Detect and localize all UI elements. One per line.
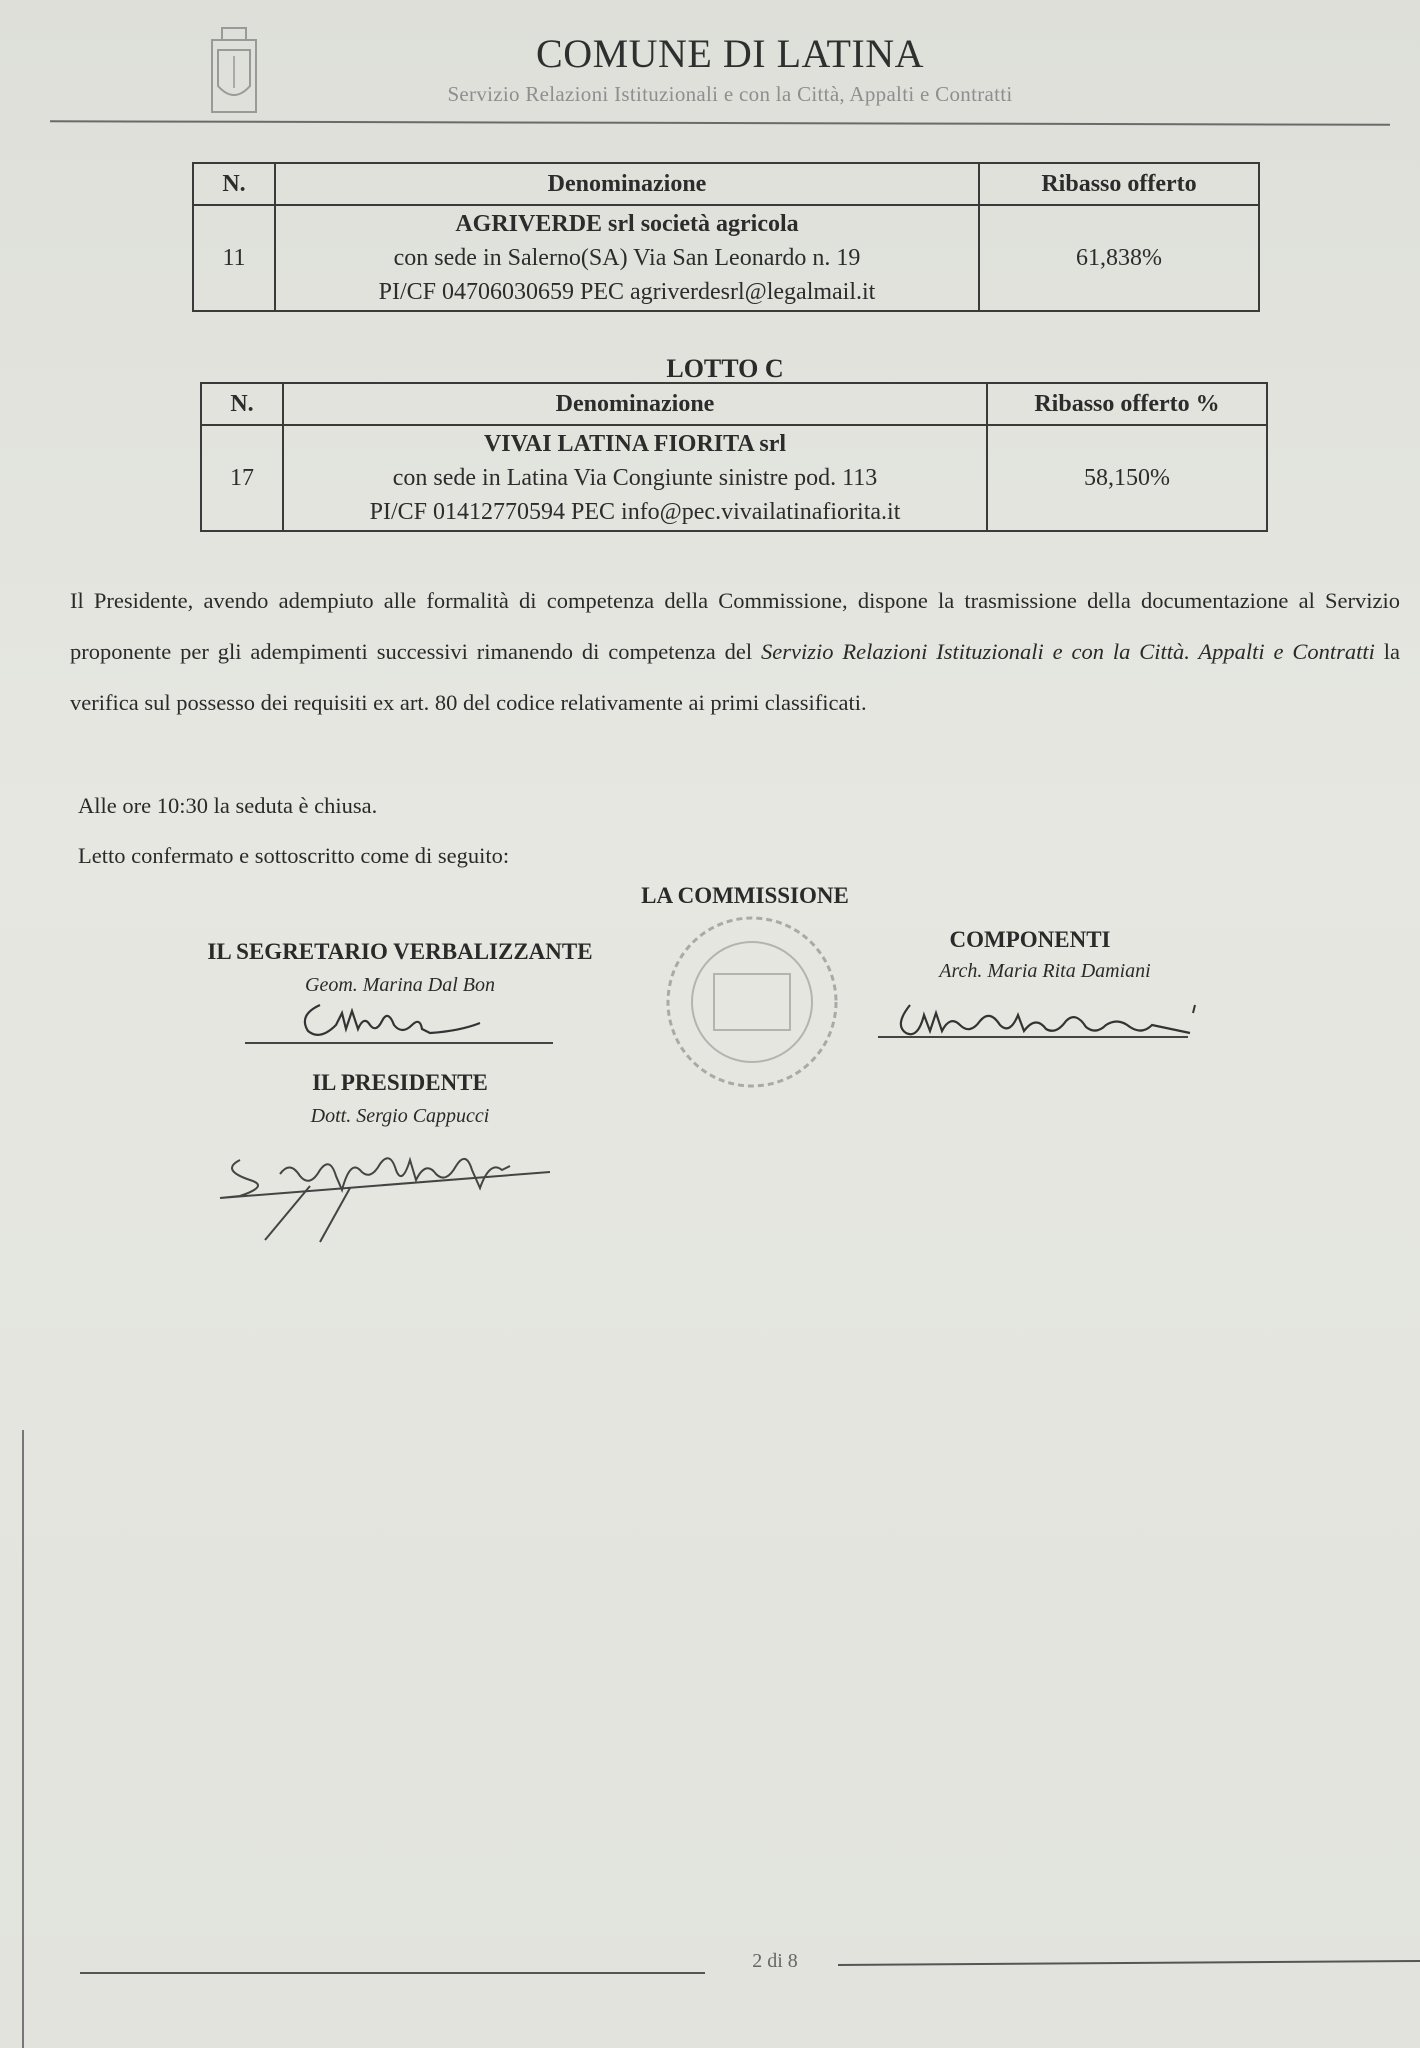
discount-value: 58,150% (987, 425, 1267, 531)
col-header-name: Denominazione (283, 383, 987, 425)
office-name-italic: Servizio Relazioni Istituzionali e con la Città. Appalti e Contratti (760, 639, 1375, 664)
col-header-number: N. (201, 383, 283, 425)
award-table-lot-c (200, 382, 1268, 532)
coat-of-arms-icon (208, 26, 260, 116)
secretary-name: Geom. Marina Dal Bon (305, 974, 495, 996)
company-cell (283, 425, 987, 531)
secretary-signature (290, 985, 490, 1045)
president-signature (210, 1130, 570, 1250)
col-header-name: Denominazione (275, 163, 979, 205)
table-row (201, 425, 1267, 531)
col-header-discount: Ribasso offerto (979, 163, 1259, 205)
margin-line (22, 1430, 24, 2048)
secretary-signature-line (245, 1042, 553, 1044)
company-cell (275, 205, 979, 311)
member-signature-line (878, 1036, 1188, 1038)
col-header-discount: Ribasso offerto % (987, 383, 1267, 425)
company-address: con sede in Salerno(SA) Via San Leonardo n. 19 (393, 245, 861, 271)
member-name: Arch. Maria Rita Damiani (939, 960, 1151, 982)
table-row (193, 205, 1259, 311)
closing-time-text: Alle ore 10:30 la seduta è chiusa. (78, 793, 378, 818)
company-pec: PI/CF 01412770594 PEC info@pec.vivailatinafiorita.it (369, 499, 901, 525)
page-subtitle: Servizio Relazioni Istituzionali e con la Città, Appalti e Contratti (447, 82, 1013, 106)
members-title: COMPONENTI (949, 927, 1111, 952)
president-name: Dott. Sergio Cappucci (310, 1105, 490, 1127)
official-stamp-icon (652, 912, 852, 1092)
lot-heading: LOTTO C (666, 354, 784, 383)
president-title: IL PRESIDENTE (312, 1070, 488, 1095)
body-paragraph: Il Presidente, avendo adempiuto alle formalità di competenza della Commissione, dispone la trasmissione della documentazione al Servizio proponente per gli adempimenti successivi rimanendo di competenza del Servizio Relazioni Istituzionali e con la Città. Appalti e Contratti la verifica sul possesso dei requisiti ex art. 80 del codice relativamente ai primi classificati. (70, 588, 1400, 715)
signed-statement-text: Letto confermato e sottoscritto come di seguito: (78, 843, 510, 868)
row-number: 11 (193, 205, 275, 311)
discount-value: 61,838% (979, 205, 1259, 311)
company-pec: PI/CF 04706030659 PEC agriverdesrl@legalmail.it (378, 279, 876, 305)
col-header-number: N. (193, 163, 275, 205)
footer-divider-left (80, 1972, 705, 1974)
page-number: 2 di 8 (752, 1950, 798, 1972)
secretary-title: IL SEGRETARIO VERBALIZZANTE (207, 939, 593, 964)
row-number: 17 (201, 425, 283, 531)
company-name: AGRIVERDE srl società agricola (455, 211, 799, 237)
page-title: COMUNE DI LATINA (536, 31, 924, 76)
commission-heading: LA COMMISSIONE (641, 883, 849, 908)
company-name: VIVAI LATINA FIORITA srl (483, 431, 787, 457)
company-address: con sede in Latina Via Congiunte sinistre pod. 113 (392, 465, 878, 491)
award-table-lot-b (192, 162, 1260, 312)
